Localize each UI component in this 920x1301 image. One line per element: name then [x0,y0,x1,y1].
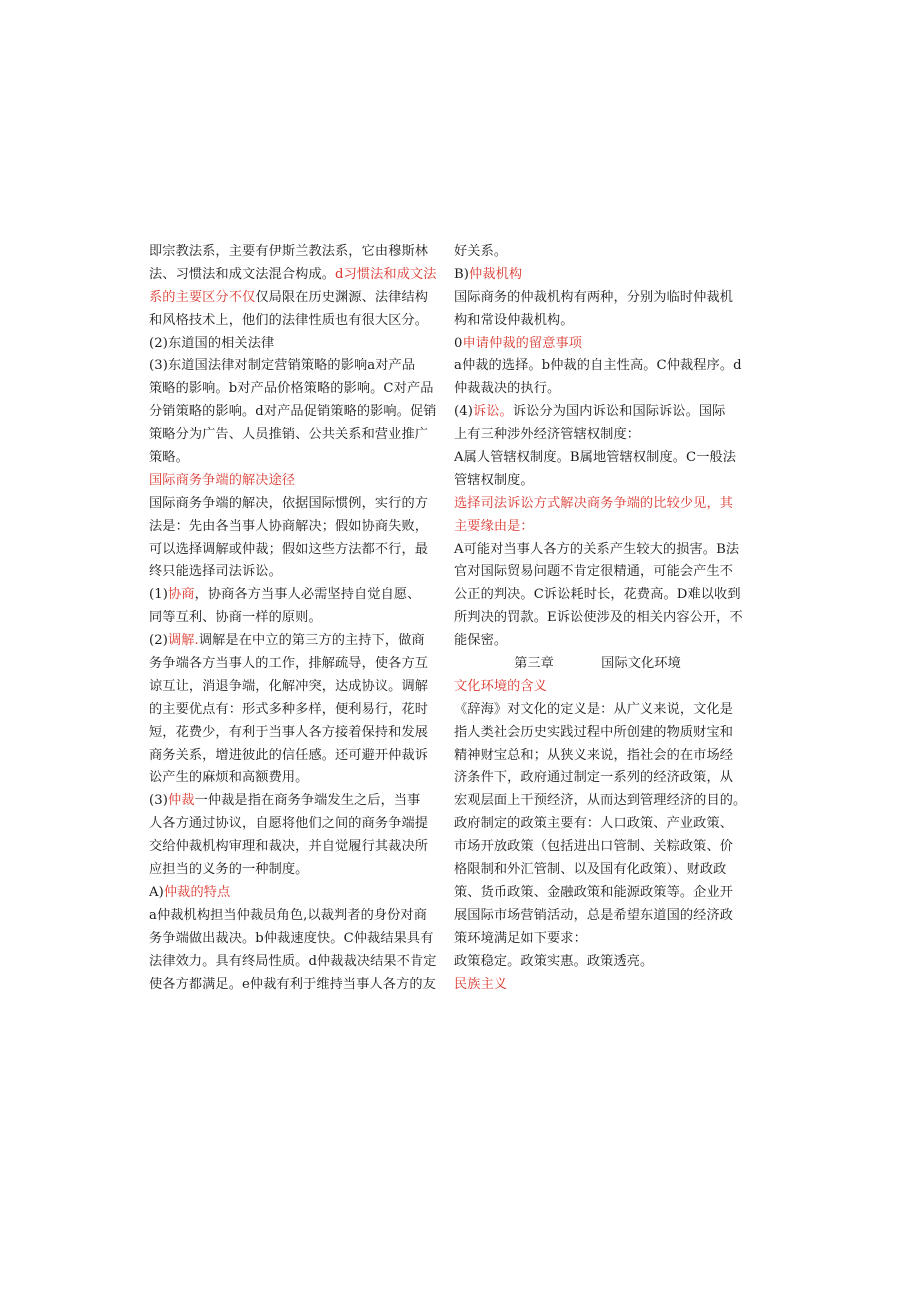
text-segment: 交给仲裁机构审理和裁决，并自觉履行其裁决所 [149,839,429,855]
text-line [149,722,432,745]
text-segment: 市场开放政策（包括进出口管制、关粽政策、价 [454,839,734,855]
highlighted-text: 文化环境的含义 [454,678,548,694]
text-line [149,333,432,356]
text-line [454,424,750,447]
highlighted-text: 国际商务争端的解决途径 [149,472,296,488]
text-line [454,241,750,264]
highlighted-text: 民族主义 [454,976,508,992]
text-line [149,630,432,653]
text-segment: 公正的判决。C诉讼耗时长，花费高。D难以收到 [454,587,741,603]
text-line [454,310,750,333]
text-segment: 精神财宝总和；从狭义来说，指社会的在市场经 [454,747,734,763]
text-line [454,882,750,905]
text-line [454,813,750,836]
text-segment: 策环境满足如下要求： [454,930,587,946]
text-segment: 诉讼分为国内诉讼和国际诉讼。国际 [512,404,726,420]
text-line [149,767,432,790]
text-segment: a仲裁的选择。b仲裁的自主性高。C仲裁程序。d [454,358,742,374]
text-line [149,561,432,584]
text-line [454,745,750,768]
text-segment: 好关系。 [454,244,508,259]
text-line [454,561,750,584]
text-line [454,264,750,287]
text-segment: 仅局限在历史渊源、法律结构 [255,289,429,305]
text-segment: 即宗教法系，主要有伊斯兰教法系，它由穆斯林 [149,244,429,259]
text-line [149,401,437,424]
text-line [454,470,750,493]
text-line [454,493,750,516]
text-segment: (2)东道国的相关法律 [149,335,275,351]
text-segment: 和风格技术上，他们的法律性质也有很大区分。 [149,312,429,328]
text-line [149,882,432,905]
text-line [149,699,432,722]
text-segment: 官对国际贸易问题不肯定很精通，可能会产生不 [454,564,734,580]
text-segment: 能保密。 [454,633,508,649]
text-line [454,859,750,882]
text-segment: 策、货币政策、金融政策和能源政策等。企业开 [454,884,734,900]
text-line [454,401,750,424]
text-line [454,333,750,356]
text-segment: ，协商各方当事人必需坚持自觉自愿、 [194,587,421,603]
text-segment: 济条件下，政府通过制定一系列的经济政策，从 [454,770,734,786]
text-line [149,584,432,607]
text-line [149,493,432,516]
text-segment: (3)东道国法律对制定营销策略的影响a对产品 [149,358,416,374]
right-column [454,241,750,996]
text-segment: a仲裁机构担当仲裁员角色,以裁判者的身份对商 [149,907,428,923]
text-segment: 法是：先由各当事人协商解决；假如协商失败， [149,518,429,534]
highlighted-text: 主要缘由是： [454,518,534,534]
text-line [149,310,432,333]
text-line [454,790,750,813]
text-line [454,287,750,310]
text-line [149,264,437,287]
text-segment: (1) [149,587,168,603]
text-line [454,378,750,401]
text-line [149,745,432,768]
text-line [149,516,432,539]
text-segment: 可以选择调解或仲裁；假如这些方法都不行，最 [149,541,429,557]
text-segment: 政策稳定。政策实惠。政策透亮。 [454,953,654,969]
text-segment: A属人管辖权制度。B属地管辖权制度。C一般法 [454,450,737,466]
text-segment: 国际商务争端的解决，依据国际惯例，实行的方 [149,495,429,511]
text-line [149,424,432,447]
text-line [149,287,432,310]
text-line [454,928,750,951]
text-segment: 一仲裁是指在商务争端发生之后，当事 [194,793,421,809]
left-column [149,241,437,996]
text-line [149,470,432,493]
text-segment: A可能对当事人各方的关系产生较大的损害。B法 [454,541,740,557]
text-line [454,539,750,562]
text-segment: (2) [149,633,168,649]
text-line [149,790,432,813]
text-segment: 使各方都满足。e仲裁有利于维持当事人各方的友 [149,976,436,992]
text-segment: 所判决的罚款。E诉讼使涉及的相关内容公开，不 [454,610,743,626]
text-segment: 法律效力。具有终局性质。d仲裁裁决结果不肯定 [149,953,437,969]
text-line [149,813,432,836]
text-line [454,630,750,653]
text-line [454,951,750,974]
highlighted-text: 选择司法诉讼方式解决商务争端的比较少见，其 [454,495,734,511]
text-segment: 短，花费少，有利于当事人各方接着保持和发展 [149,724,429,740]
text-line [149,607,432,630]
text-line [149,653,432,676]
text-line [149,951,437,974]
text-line [149,928,432,951]
text-segment: 管辖权制度。 [454,472,534,488]
text-line [149,905,432,928]
text-segment: 商务关系，增进彼此的信任感。还可避开仲裁诉 [149,747,429,763]
text-line [454,974,750,997]
text-line [454,516,750,539]
text-line [454,653,750,676]
highlighted-text: 诉讼。 [472,404,513,420]
highlighted-text: 申请仲裁的留意事项 [462,335,583,351]
text-segment: 策略。 [149,450,189,466]
text-segment: A) [149,884,164,900]
text-line [149,676,432,699]
text-line [454,447,750,470]
text-line [149,447,432,470]
text-line [454,767,750,790]
text-line [149,836,432,859]
text-line [454,607,750,630]
text-line [454,676,750,699]
highlighted-text: 协商 [167,587,195,603]
text-segment: 法、习惯法和成文法混合构成。 [149,266,336,282]
text-segment: 构和常设仲裁机构。 [454,312,574,328]
text-line [149,539,432,562]
highlighted-text: 系的主要区分不仅 [149,289,256,305]
text-segment: 国际商务的仲裁机构有两种，分别为临时仲裁机 [454,289,734,305]
text-line [454,584,750,607]
text-segment: 政府制定的政策主要有：人口政策、产业政策、 [454,816,734,832]
text-segment: 终只能选择司法诉讼。 [149,564,282,580]
text-segment: 上有三种涉外经济管辖权制度： [454,427,641,443]
text-line [454,722,750,745]
text-line [149,241,432,264]
text-line [149,974,436,997]
text-segment: (4) [454,404,473,420]
text-line [454,836,750,859]
text-segment: 务争端各方当事人的工作，排解疏导，使各方互 [149,656,429,672]
text-segment: 谅互让，消退争端，化解冲突，达成协议。调解 [149,678,429,694]
text-segment: 第三章 国际文化环境 [454,656,681,672]
text-line [149,355,432,378]
text-segment: B) [454,266,470,282]
text-segment: 0 [454,335,463,351]
text-line [454,355,750,378]
text-segment: 的主要优点有：形式多种多样，便利易行，花时 [149,701,429,717]
text-line [454,699,750,722]
text-segment: 展国际市场营销活动，总是希望东道国的经济政 [454,907,734,923]
text-segment: 策略分为广告、人员推销、公共关系和营业推广 [149,427,429,443]
text-segment: 分销策略的影响。d对产品促销策略的影响。促销 [149,404,437,420]
text-segment: (3) [149,793,168,809]
highlighted-text: 仲裁的特点 [163,884,231,900]
text-segment: 《辞海》对文化的定义是：从广义来说，文化是 [454,701,734,717]
text-line [454,905,750,928]
text-line [149,859,432,882]
text-segment: 同等互利、协商一样的原则。 [149,610,322,626]
text-segment: 应担当的义务的一种制度。 [149,862,309,878]
text-segment: 务争端做出裁决。b仲裁速度快。C仲裁结果具有 [149,930,434,946]
text-segment: 调解是在中立的第三方的主持下，做商 [198,633,425,649]
text-segment: 宏观层面上干预经济，从而达到管理经济的目的。 [454,793,747,809]
highlighted-text: 仲裁机构 [469,266,523,282]
text-segment: 格限制和外汇管制、以及国有化政策）、财政政 [454,862,727,878]
text-line [149,378,432,401]
text-segment: 人各方通过协议，自愿将他们之间的商务争端提 [149,816,429,832]
text-segment: 指人类社会历史实践过程中所创建的物质财宝和 [454,724,734,740]
text-segment: 仲裁裁决的执行。 [454,381,561,397]
highlighted-text: 仲裁 [167,793,195,809]
highlighted-text: d习惯法和成文法 [335,266,437,282]
text-segment: 讼产生的麻烦和高额费用。 [149,770,309,786]
text-segment: 策略的影响。b对产品价格策略的影响。C对产品 [149,381,434,397]
highlighted-text: 调解. [167,633,199,649]
